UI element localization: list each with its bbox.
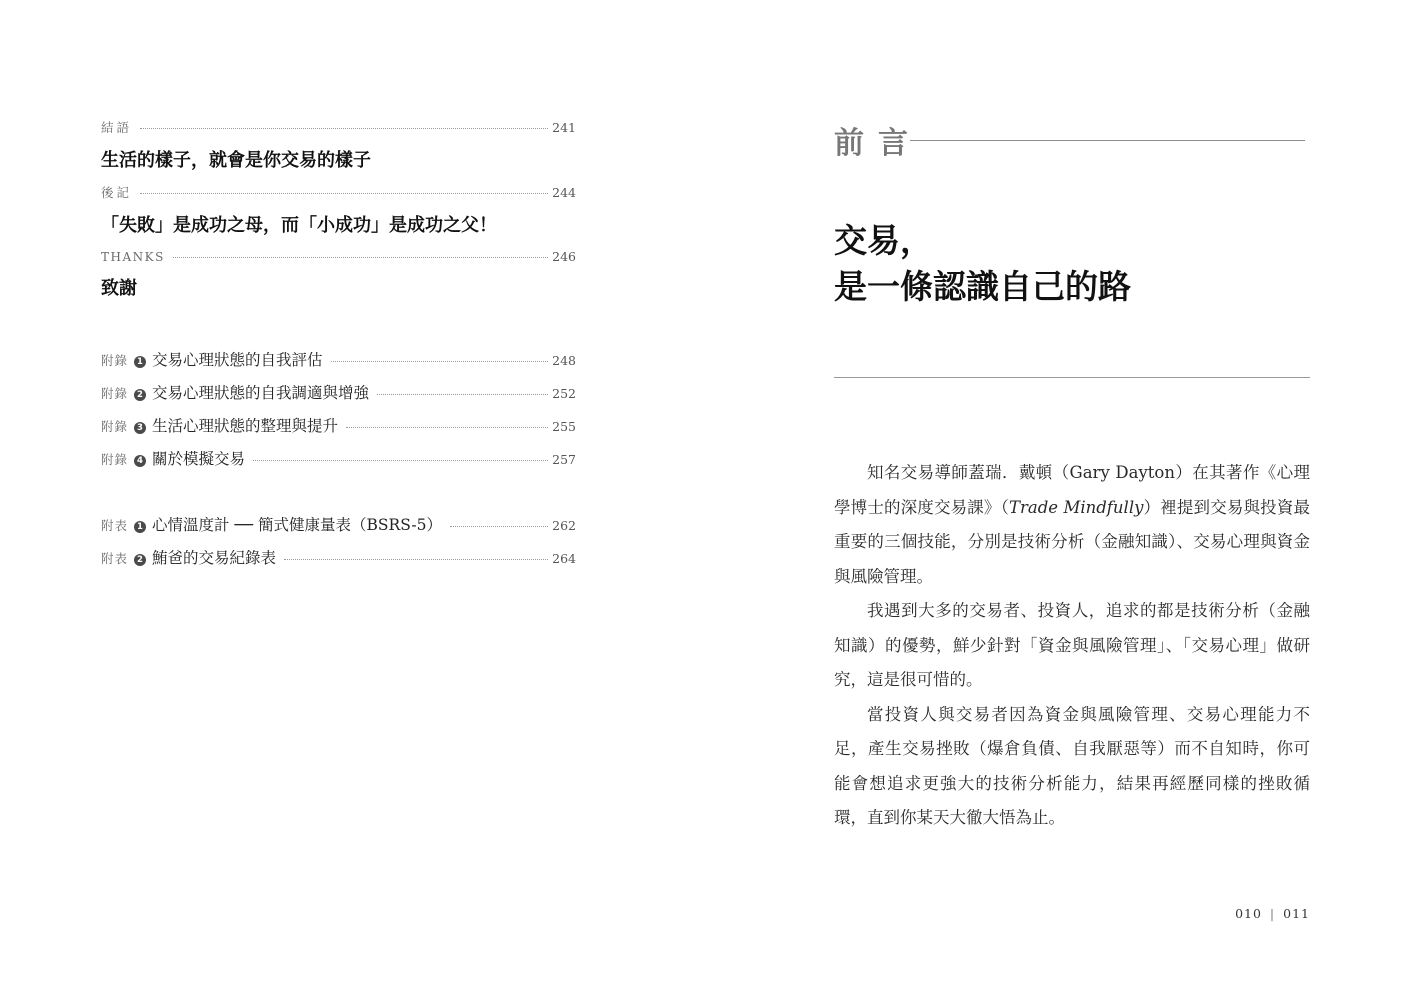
toc-leader-dots [377, 394, 548, 395]
paragraph-text: 知名交易導師蓋瑞．戴頓（Gary Dayton）在其著作《心理學博士的深度交易課》（ [834, 463, 1310, 517]
toc-page-number: 248 [552, 353, 576, 368]
appendix-title: 交易心理狀態的自我調適與增強 [152, 384, 370, 402]
chapter-heading [834, 218, 1131, 310]
toc-entry-header [101, 249, 576, 264]
number-circle-icon: 1 [134, 356, 146, 368]
toc-page-number: 255 [552, 419, 576, 434]
toc-entry-label: 結語 [101, 120, 133, 135]
table-tag: 附表 [101, 551, 129, 566]
table-title: 心情溫度計 ── 簡式健康量表（BSRS-5） [152, 516, 442, 534]
number-circle-icon: 1 [134, 521, 146, 533]
toc-entry-title: 生活的樣子，就會是你交易的樣子 [101, 150, 371, 171]
chapter-heading-line-1: 交易， [834, 221, 933, 260]
toc-leader-dots [284, 559, 548, 560]
table-title: 鮪爸的交易紀錄表 [152, 549, 277, 567]
toc-appendix-3[interactable] [101, 414, 576, 436]
number-circle-icon: 3 [134, 422, 146, 434]
appendix-tag: 附錄 [101, 419, 129, 434]
toc-leader-dots [450, 526, 548, 527]
toc-entry-epilogue[interactable] [101, 118, 576, 172]
toc-entry-header [101, 183, 576, 201]
toc-entry-label: THANKS [101, 250, 165, 264]
page-number-right: 011 [1283, 906, 1310, 921]
appendix-tag: 附錄 [101, 353, 129, 368]
number-circle-icon: 2 [134, 389, 146, 401]
toc-entry-label: 後記 [101, 185, 133, 200]
toc-table-2[interactable] [101, 546, 576, 568]
toc-appendix-1[interactable] [101, 348, 576, 370]
toc-page-number: 264 [552, 551, 576, 566]
toc-leader-dots [140, 193, 548, 194]
toc-leader-dots [253, 460, 548, 461]
page-folio [1235, 906, 1310, 921]
toc-appendix-4[interactable] [101, 447, 576, 469]
body-paragraph-1 [834, 456, 1310, 594]
toc-page-number: 241 [552, 120, 576, 135]
paragraph-text: ）裡提到交易與投資最重要的三個技能，分別是技術分析（金融知識）、交易心理與資金與風險管理。 [834, 497, 1310, 586]
toc-entry-header [101, 118, 576, 136]
table-tag: 附表 [101, 518, 129, 533]
toc-leader-dots [331, 361, 549, 362]
appendix-tag: 附錄 [101, 386, 129, 401]
preface-label: 前言 [834, 126, 922, 161]
toc-entry-afterword[interactable] [101, 183, 576, 237]
appendix-title: 生活心理狀態的整理與提升 [152, 417, 339, 435]
appendix-title: 交易心理狀態的自我評估 [152, 351, 323, 369]
chapter-heading-line-2: 是一條認識自己的路 [834, 267, 1131, 306]
toc-entry-thanks[interactable] [101, 249, 576, 300]
appendix-tag: 附錄 [101, 452, 129, 467]
preface-rule-divider [910, 140, 1305, 141]
toc-table-1[interactable] [101, 513, 576, 535]
page-number-left: 010 [1235, 906, 1262, 921]
toc-entry-title: 「失敗」是成功之母，而「小成功」是成功之父！ [101, 215, 497, 236]
toc-page-number: 262 [552, 518, 576, 533]
toc-page-number: 244 [552, 185, 576, 200]
toc-leader-dots [140, 128, 548, 129]
toc-page-number: 246 [552, 249, 576, 264]
toc-page-number: 257 [552, 452, 576, 467]
number-circle-icon: 2 [134, 554, 146, 566]
heading-rule-divider [834, 377, 1310, 378]
appendix-title: 關於模擬交易 [152, 450, 246, 468]
number-circle-icon: 4 [134, 455, 146, 467]
body-paragraph-3: 當投資人與交易者因為資金與風險管理、交易心理能力不足，產生交易挫敗（爆倉負債、自我厭惡等）而不自知時，你可能會想追求更強大的技術分析能力，結果再經歷同樣的挫敗循環，直到你某天大徹大悟為止。 [834, 704, 1310, 827]
toc-leader-dots [346, 427, 548, 428]
preface-body [834, 456, 1310, 836]
toc-page-number: 252 [552, 386, 576, 401]
toc-entry-title: 致謝 [101, 278, 137, 299]
folio-separator: | [1269, 906, 1276, 921]
toc-appendix-2[interactable] [101, 381, 576, 403]
body-paragraph-2: 我遇到大多的交易者、投資人，追求的都是技術分析（金融知識）的優勢，鮮少針對「資金與風險管理」、「交易心理」做研究，這是很可惜的。 [834, 601, 1310, 689]
toc-leader-dots [173, 257, 548, 258]
book-title-italic: Trade Mindfully [1008, 497, 1144, 517]
